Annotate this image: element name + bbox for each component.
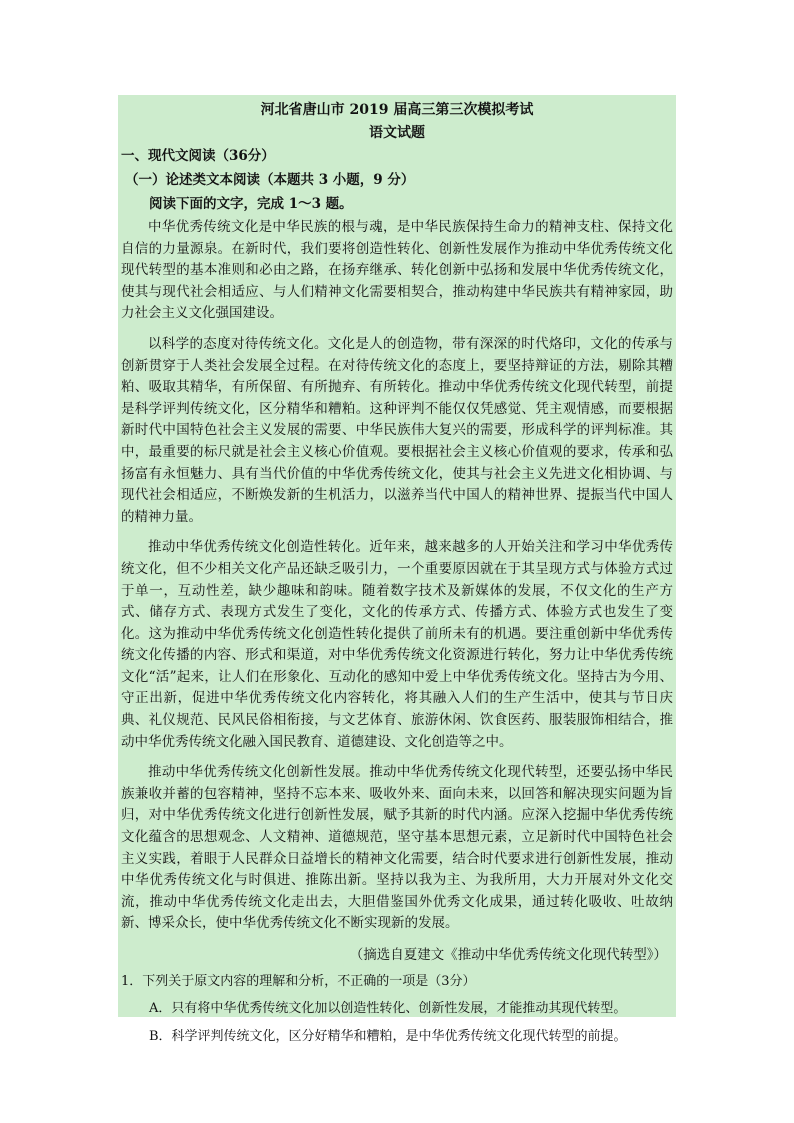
- section-heading: 一、现代文阅读（36分）: [121, 148, 275, 164]
- question-1-option-a: A．只有将中华优秀传统文化加以创造性转化、创新性发展，才能推动其现代转型。: [149, 1001, 627, 1016]
- subsection-heading: （一）论述类文本阅读（本题共 3 小题，9 分）: [125, 172, 415, 188]
- exam-title: 河北省唐山市 2019 届高三第三次模拟考试: [260, 102, 534, 118]
- exam-subject-title: 语文试题: [369, 125, 425, 141]
- question-1: 1．下列关于原文内容的理解和分析，不正确的一项是（3分）: [121, 974, 476, 989]
- reading-instruction: 阅读下面的文字，完成 1～3 题。: [149, 196, 353, 212]
- passage-paragraph-3: 推动中华优秀传统文化创造性转化。近年来，越来越多的人开始关注和学习中华优秀传统文化，但不少相关文化产品还缺乏吸引力，一个重要原因就在于其呈现方式与体验方式过于单一，互动性差，缺少趣味和韵味。随着数字技术及新媒体的发展，不仅文化的生产方式、储存方式、表现方式发生了变化，文化的传承方式、传播方式、体验方式也发生了变化。这为推动中华优秀传统文化创造性转化提供了前所未有的机遇。要注重创新中华优秀传统文化传播的内容、形式和渠道，对中华优秀传统文化资源进行转化，努力让中华优秀传统文化“活”起来，让人们在形象化、互动化的感知中爱上中华优秀传统文化。坚持古为今用、守正出新，促进中华优秀传统文化内容转化，将其融入人们的生产生活中，使其与节日庆典、礼仪规范、民风民俗相衔接，与文艺体育、旅游休闲、饮食医药、服装服饰相结合，推动中华优秀传统文化融入国民教育、道德建设、文化创造等之中。: [121, 539, 673, 750]
- passage-paragraph-2: 以科学的态度对待传统文化。文化是人的创造物，带有深深的时代烙印，文化的传承与创新贯穿于人类社会发展全过程。在对待传统文化的态度上，要坚持辩证的方法，剔除其糟粕、吸取其精华，有所保留、有所抛弃、有所转化。推动中华优秀传统文化现代转型，前提是科学评判传统文化，区分精华和糟粕。这种评判不能仅仅凭感觉、凭主观情感，而要根据新时代中国特色社会主义发展的需要、中华民族伟大复兴的需要，形成科学的评判标准。其中，最重要的标尺就是社会主义核心价值观。要根据社会主义核心价值观的要求，传承和弘扬富有永恒魅力、具有当代价值的中华优秀传统文化，使其与社会主义先进文化相协调、与现代社会相适应，不断焕发新的生机活力，以滋养当代中国人的精神世界、提振当代中国人的精神力量。: [121, 335, 673, 525]
- question-1-option-b: B．科学评判传统文化，区分好精华和糟粕，是中华优秀传统文化现代转型的前提。: [149, 1029, 627, 1044]
- passage-paragraph-4: 推动中华优秀传统文化创新性发展。推动中华优秀传统文化现代转型，还要弘扬中华民族兼收并蓄的包容精神，坚持不忘本来、吸收外来、面向未来，以回答和解决现实问题为旨归，对中华优秀传统文化进行创新性发展，赋予其新的时代内涵。应深入挖掘中华优秀传统文化蕴含的思想观念、人文精神、道德规范，坚守基本思想元素，立足新时代中国特色社会主义实践，着眼于人民群众日益增长的精神文化需要，结合时代要求进行创新性发展，推动中华优秀传统文化与时俱进、推陈出新。坚持以我为主、为我所用，大力开展对外文化交流，推动中华优秀传统文化走出去，大胆借鉴国外优秀文化成果，通过转化吸收、吐故纳新、博采众长，使中华优秀传统文化不断实现新的发展。: [121, 764, 673, 932]
- passage-paragraph-1: 中华优秀传统文化是中华民族的根与魂，是中华民族保持生命力的精神支柱、保持文化自信的力量源泉。在新时代，我们要将创造性转化、创新性发展作为推动中华优秀传统文化现代转型的基本准则和必由之路，在扬弃继承、转化创新中弘扬和发展中华优秀传统文化，使其与现代社会相适应、与人们精神文化需要相契合，推动构建中华民族共有精神家园，助力社会主义文化强国建设。: [121, 219, 673, 322]
- passage-source: （摘选自夏建文《推动中华优秀传统文化现代转型》）: [349, 947, 667, 963]
- exam-document: [118, 95, 676, 1044]
